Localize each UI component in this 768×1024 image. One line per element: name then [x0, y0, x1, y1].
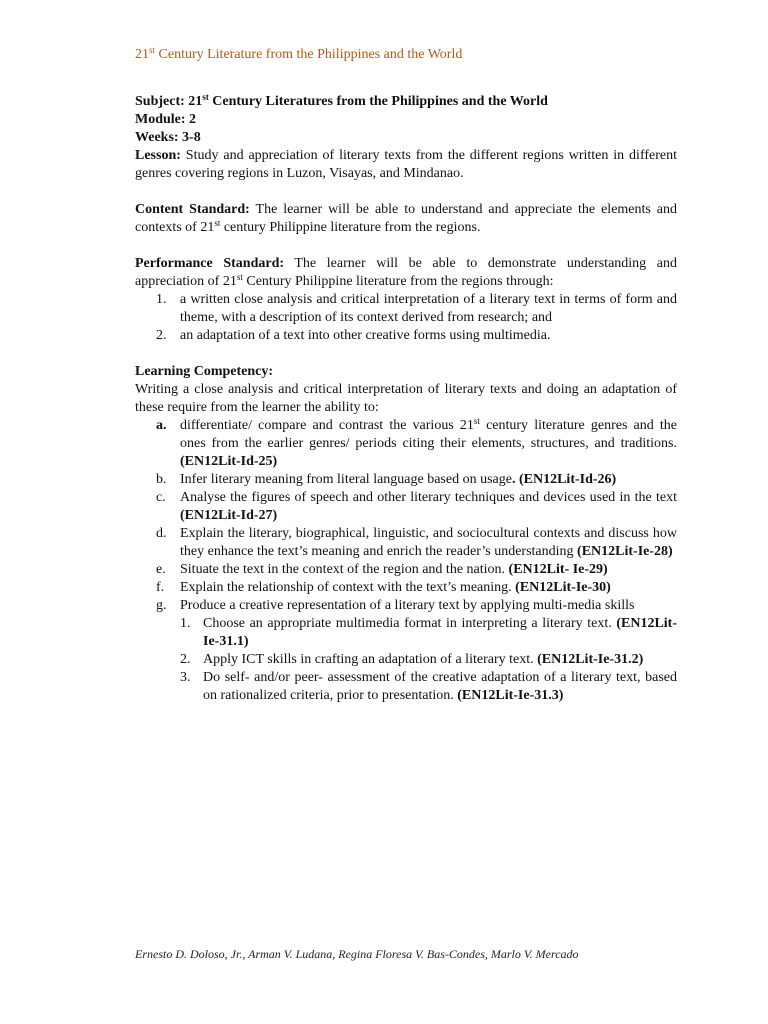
header-ordinal-suffix: st: [149, 45, 156, 55]
content-standard-sup: st: [214, 218, 221, 228]
lesson-paragraph: [135, 147, 677, 183]
list-marker: 2.: [180, 652, 191, 667]
list-item-text: Explain the literary, biographical, linguistic, and sociocultural contexts and discuss how they enhance the text’s meaning and enrich the reader’s understanding: [180, 526, 677, 559]
header-title: Century Literature from the Philippines and the World: [155, 47, 463, 62]
list-item: [135, 489, 677, 525]
list-item: [135, 525, 677, 561]
list-item: [135, 417, 677, 471]
performance-standard-list: [135, 291, 677, 345]
list-marker: f.: [156, 580, 165, 595]
learning-competency-heading: Learning Competency:: [135, 364, 274, 379]
performance-standard-text-end: Century Philippine literature from the regions through:: [242, 274, 554, 289]
list-item-text: Infer literary meaning from literal language based on usage: [180, 472, 512, 487]
list-item-text: Choose an appropriate multimedia format in interpreting a literary text.: [203, 616, 617, 631]
list-item: [135, 561, 677, 579]
list-marker: 1.: [180, 616, 191, 631]
performance-standard-sup: st: [236, 272, 243, 282]
running-header: [135, 46, 695, 64]
lesson-text: Study and appreciation of literary texts from the different regions written in different genres covering regions in Luzon, Visayas, and Mindanao.: [135, 148, 677, 181]
list-item-text: Produce a creative representation of a literary text by applying multi-media skills: [180, 598, 635, 613]
subject-title: Century Literatures from the Philippines and the World: [208, 94, 548, 109]
footer-authors: Ernesto D. Doloso, Jr., Arman V. Ludana, Regina Floresa V. Bas-Condes, Marlo V. Mercado: [135, 947, 579, 961]
sub-list-item: [135, 615, 677, 651]
weeks-line: Weeks: 3-8: [135, 130, 201, 145]
lesson-label: Lesson:: [135, 148, 181, 163]
list-item: [135, 471, 677, 489]
subject-ordinal: 21: [188, 94, 203, 109]
competency-code: (EN12Lit-Id-27): [180, 508, 278, 523]
list-item: [135, 327, 677, 345]
performance-standard-label: Performance Standard:: [135, 256, 285, 271]
competency-code: (EN12Lit-Ie-31.2): [537, 652, 644, 667]
competency-code: (EN12Lit- Ie-29): [508, 562, 608, 577]
list-item-text: Analyse the figures of speech and other literary techniques and devices used in the text: [180, 490, 677, 505]
list-item-text: Situate the text in the context of the region and the nation.: [180, 562, 509, 577]
sub-list-item: [135, 651, 677, 669]
list-item-text: differentiate/ compare and contrast the various 21: [180, 418, 474, 433]
list-item-text: a written close analysis and critical interpretation of a literary text in terms of form and theme, with a description of its context derived from research; and: [180, 292, 677, 325]
header-ordinal: 21: [135, 47, 149, 62]
content-standard-text-end: century Philippine literature from the regions.: [220, 220, 481, 235]
list-marker: 3.: [180, 670, 191, 685]
competency-code: . (EN12Lit-Id-26): [511, 472, 617, 487]
learning-competency-intro: Writing a close analysis and critical interpretation of literary texts and doing an adaptation of these require from the learner the ability to:: [135, 382, 677, 415]
competency-code: (EN12Lit-Ie-31.3): [457, 688, 564, 703]
list-marker: c.: [156, 490, 166, 505]
list-item-text-end: century literature genres and the ones from the earlier genres/ periods citing their elements, structures, and traditions.: [180, 418, 677, 451]
list-item: [135, 291, 677, 327]
list-marker: d.: [156, 526, 167, 541]
list-marker: e.: [156, 562, 166, 577]
subject-ordinal-suffix: st: [202, 92, 209, 102]
list-marker: a.: [156, 418, 167, 433]
list-item: [135, 597, 677, 615]
list-item-text: Explain the relationship of context with the text’s meaning.: [180, 580, 516, 595]
content-standard-text: The learner will be able to understand and appreciate the elements and contexts of 21: [135, 202, 678, 235]
list-marker: 2.: [156, 328, 167, 343]
list-item-text: Apply ICT skills in crafting an adaptation of a literary text.: [203, 652, 538, 667]
competency-code: (EN12Lit-Id-25): [180, 454, 278, 469]
content-standard-paragraph: [135, 201, 677, 237]
list-item-sup: st: [473, 416, 480, 426]
list-marker: 1.: [156, 292, 167, 307]
list-marker: b.: [156, 472, 167, 487]
competency-code: (EN12Lit-Ie-28): [577, 544, 673, 559]
subject-label: Subject:: [135, 94, 189, 109]
competency-code: (EN12Lit-Ie-30): [515, 580, 611, 595]
content-standard-label: Content Standard:: [135, 202, 250, 217]
performance-standard-paragraph: [135, 255, 677, 291]
sub-list-item: [135, 669, 677, 705]
list-item-text: an adaptation of a text into other creative forms using multimedia.: [180, 328, 551, 343]
competency-code: (EN12Lit-Ie-31.1): [203, 616, 677, 649]
competency-list: [135, 417, 677, 705]
module-line: Module: 2: [135, 112, 197, 127]
document-body: [135, 93, 677, 705]
subject-line: [135, 93, 677, 111]
list-item: [135, 579, 677, 597]
performance-standard-text: The learner will be able to demonstrate understanding and appreciation of 21: [135, 256, 677, 289]
list-item-text: Do self- and/or peer- assessment of the creative adaptation of a literary text, based on rationalized criteria, prior to presentation.: [203, 670, 677, 703]
list-marker: g.: [156, 598, 167, 613]
